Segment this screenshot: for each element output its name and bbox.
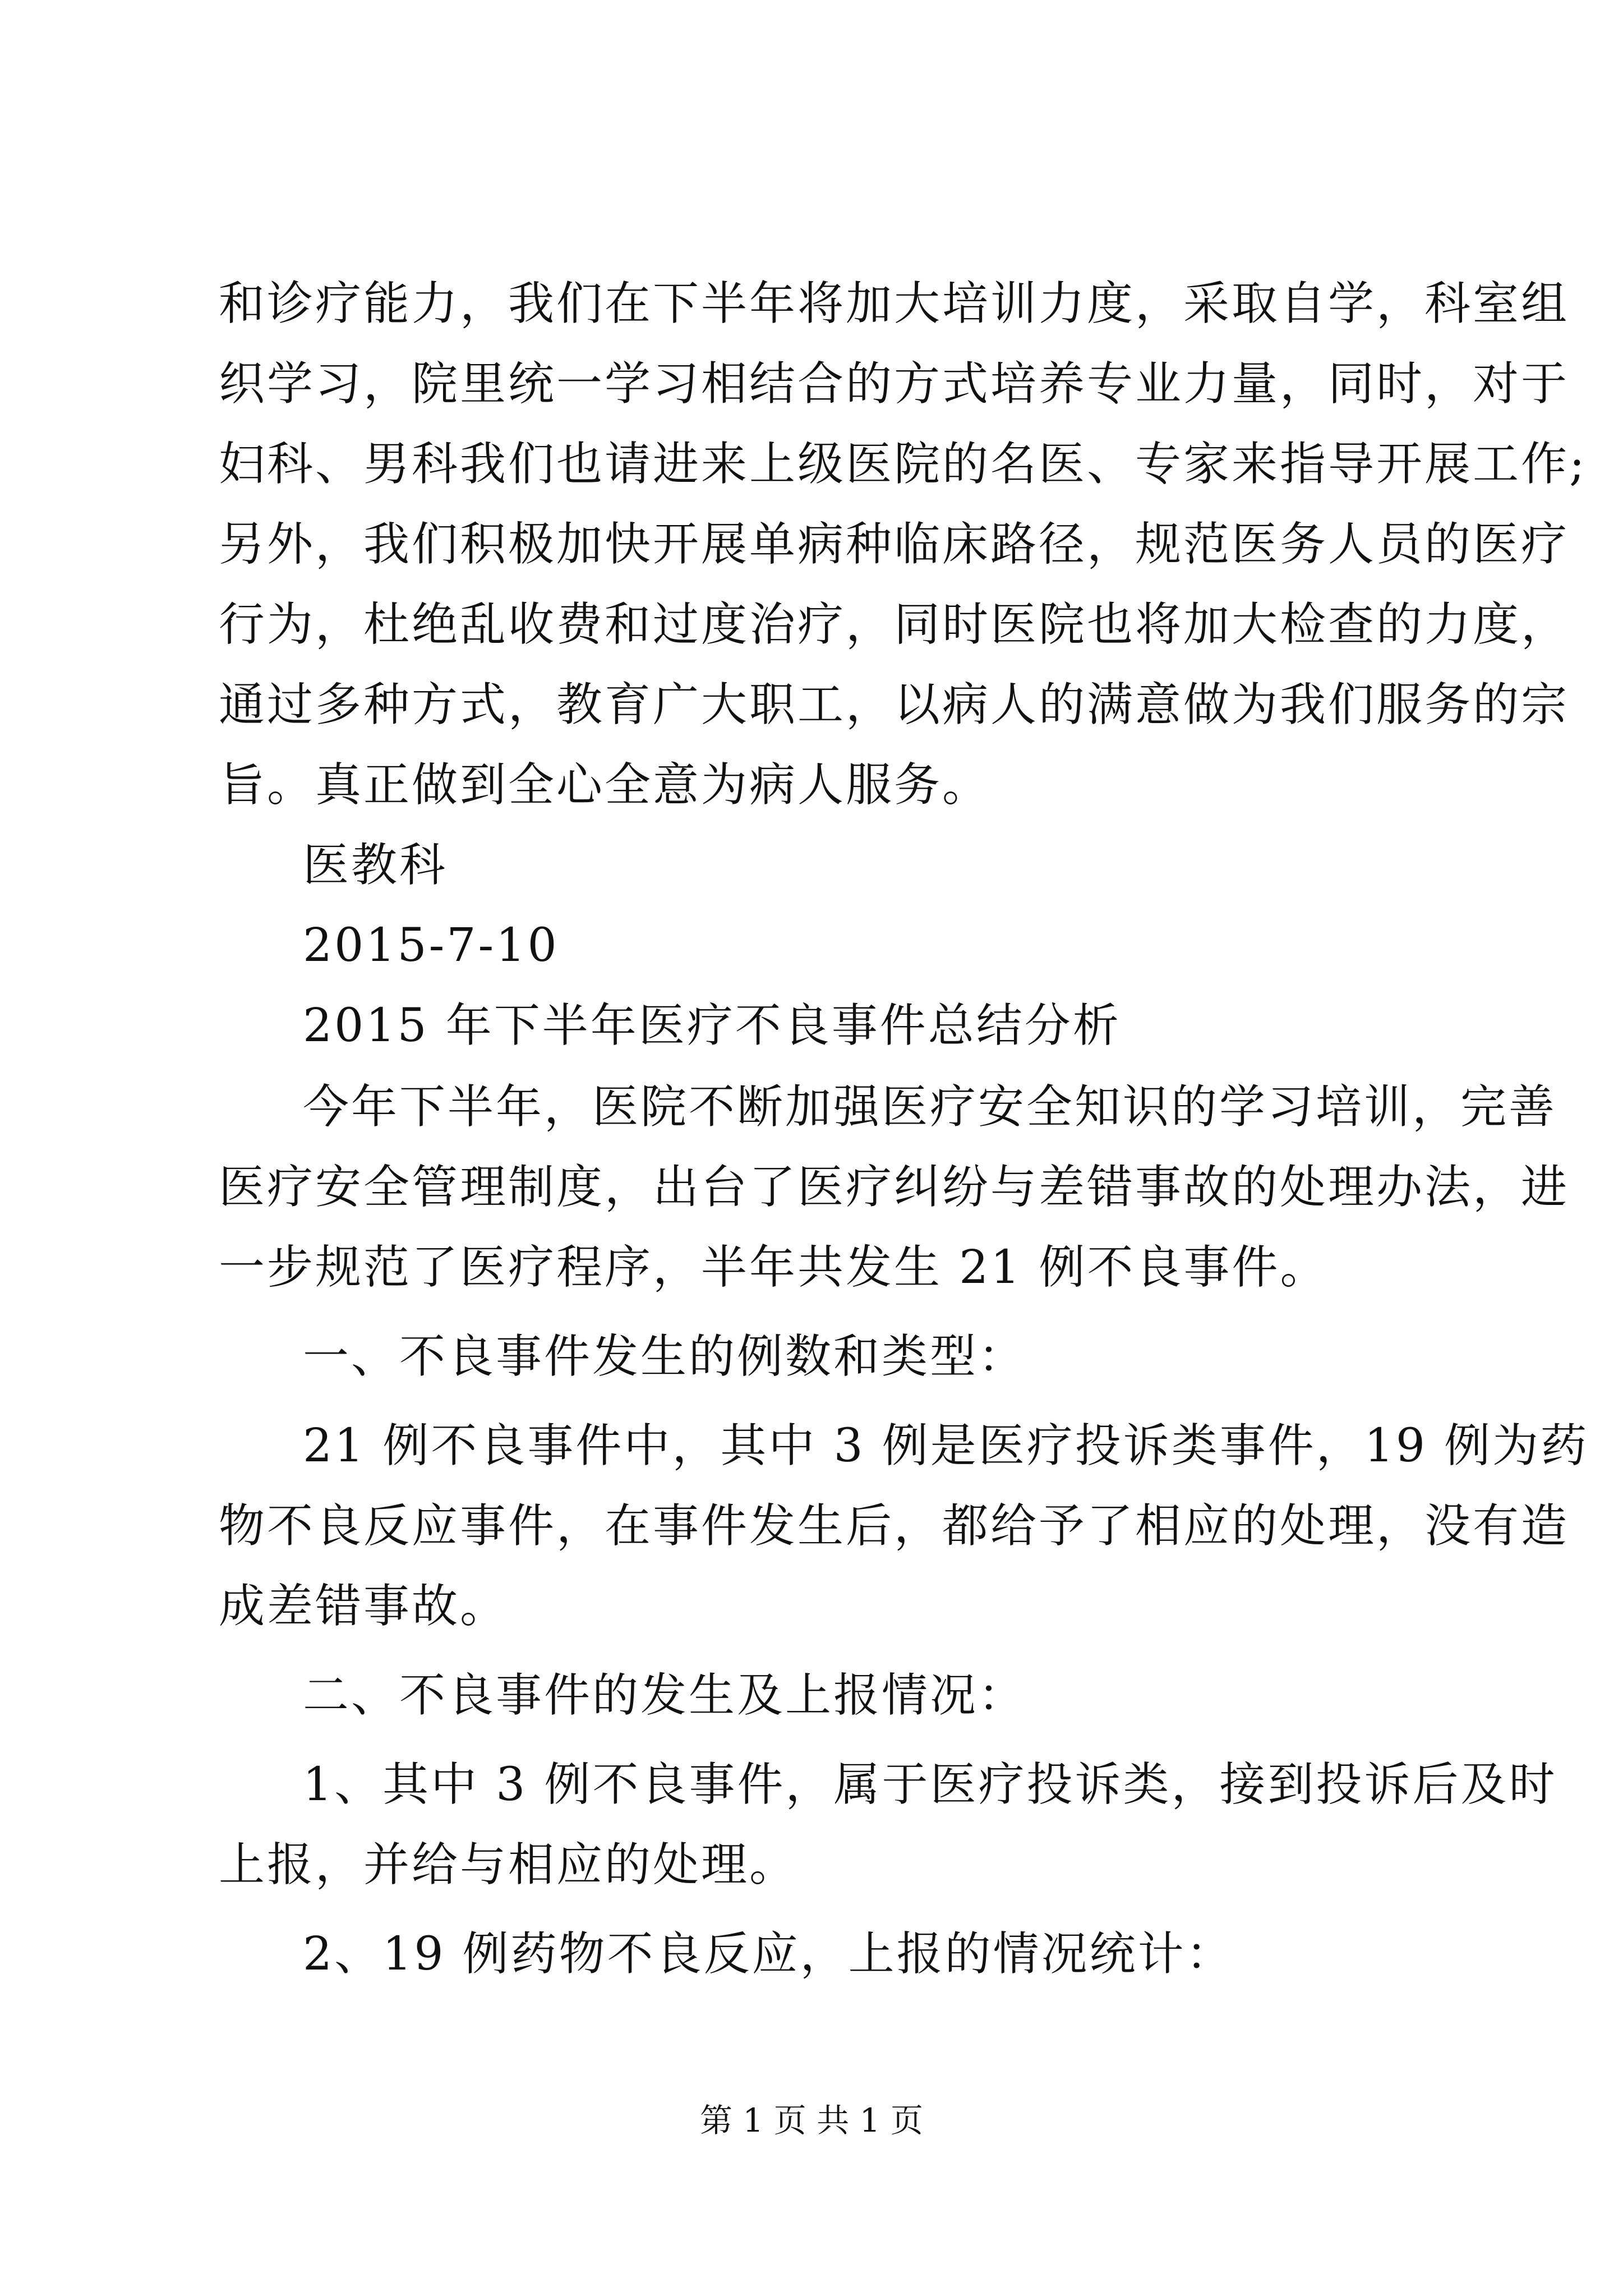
- paragraph-line: 旨。真正做到全心全意为病人服务。: [219, 758, 991, 812]
- paragraph-line: 1、其中 3 例不良事件，属于医疗投诉类，接到投诉后及时: [303, 1758, 1557, 1811]
- paragraph-line: 今年下半年，医院不断加强医疗安全知识的学习培训，完善: [303, 1080, 1557, 1134]
- paragraph-line: 成差错事故。: [219, 1580, 509, 1633]
- paragraph-line: 一步规范了医疗程序，半年共发生 21 例不良事件。: [219, 1241, 1329, 1294]
- paragraph-line: 织学习，院里统一学习相结合的方式培养专业力量，同时，对于: [219, 357, 1570, 411]
- paragraph-line: 另外，我们积极加快开展单病种临床路径，规范医务人员的医疗: [219, 518, 1570, 571]
- department-signature: 医教科: [303, 839, 448, 892]
- paragraph-line: 物不良反应事件，在事件发生后，都给予了相应的处理，没有造: [219, 1499, 1570, 1553]
- section-title: 2015 年下半年医疗不良事件总结分析: [303, 999, 1121, 1052]
- paragraph-line: 2、19 例药物不良反应，上报的情况统计：: [303, 1927, 1234, 1981]
- paragraph-line: 21 例不良事件中，其中 3 例是医疗投诉类事件，19 例为药: [303, 1419, 1589, 1473]
- document-body: [219, 264, 1589, 1994]
- signature-date: 2015-7-10: [303, 919, 559, 972]
- paragraph-line: 通过多种方式，教育广大职工，以病人的满意做为我们服务的宗: [219, 678, 1570, 731]
- paragraph-line: 妇科、男科我们也请进来上级医院的名医、专家来指导开展工作;: [219, 438, 1587, 491]
- section-heading: 一、不良事件发生的例数和类型：: [303, 1330, 1027, 1383]
- section-heading: 二、不良事件的发生及上报情况：: [303, 1669, 1027, 1722]
- paragraph-line: 上报，并给与相应的处理。: [219, 1838, 798, 1892]
- paragraph-line: 医疗安全管理制度，出台了医疗纠纷与差错事故的处理办法，进: [219, 1161, 1570, 1214]
- paragraph-line: 行为，杜绝乱收费和过度治疗，同时医院也将加大检查的力度，: [219, 598, 1570, 651]
- paragraph-line: 和诊疗能力，我们在下半年将加大培训力度，采取自学，科室组: [219, 277, 1570, 330]
- page-number-footer: 第 1 页 共 1 页: [700, 2101, 923, 2139]
